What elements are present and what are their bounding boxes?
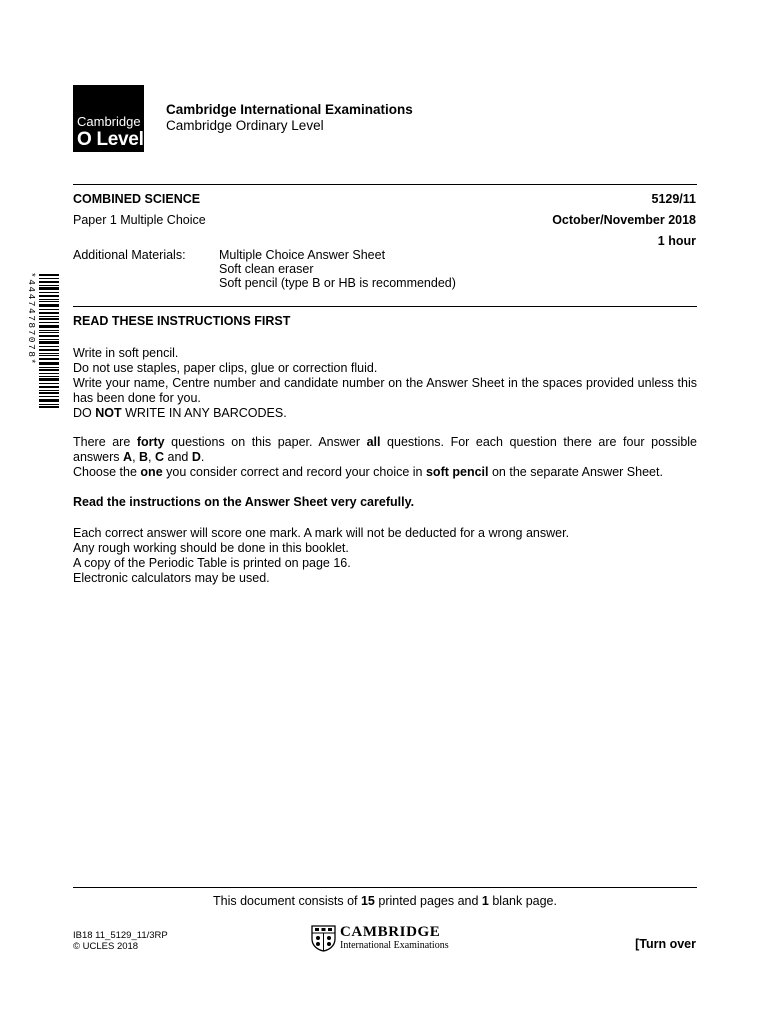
instruction-line: Do not use staples, paper clips, glue or correction fluid. xyxy=(73,361,378,375)
text-span: , xyxy=(148,450,155,464)
instruction-line: Any rough working should be done in this booklet. xyxy=(73,541,349,555)
text-span: This document consists of xyxy=(213,894,361,908)
instructions-block-2 xyxy=(73,435,697,480)
instruction-line xyxy=(73,435,697,465)
paper-title: Paper 1 Multiple Choice xyxy=(73,213,206,227)
page-count-note xyxy=(73,894,697,909)
turn-over-label: [Turn over xyxy=(635,937,696,951)
instruction-line: Each correct answer will score one mark. A mark will not be deducted for a wrong answer. xyxy=(73,526,570,540)
material-item: Soft clean eraser xyxy=(219,262,314,276)
instruction-line: Electronic calculators may be used. xyxy=(73,571,270,585)
text-span: DO xyxy=(73,406,96,420)
text-span: you consider correct and record your choice in xyxy=(162,465,426,479)
bold-span: 1 xyxy=(481,894,489,908)
bold-span: B xyxy=(139,450,149,464)
paper-code: 5129/11 xyxy=(651,192,696,206)
bold-span: NOT xyxy=(95,406,122,420)
answer-sheet-instruction: Read the instructions on the Answer Sheet very carefully. xyxy=(73,495,415,509)
text-span: , xyxy=(132,450,140,464)
bold-span: C xyxy=(155,450,165,464)
text-span: . xyxy=(200,450,205,464)
text-span: questions. For each question there are four possible answers xyxy=(73,435,697,464)
instructions-block-3 xyxy=(73,526,697,586)
materials-label: Additional Materials: xyxy=(73,248,186,262)
text-span: questions on this paper. Answer xyxy=(164,435,367,449)
instructions-block-1 xyxy=(73,346,697,421)
text-span: and xyxy=(164,450,192,464)
university-subtitle: International Examinations xyxy=(340,940,449,951)
cambridge-o-level-logo xyxy=(73,85,144,152)
instruction-line: Write your name, Centre number and candidate number on the Answer Sheet in the spaces provided unless this has been done for you. xyxy=(73,376,697,405)
instruction-line xyxy=(73,406,697,421)
exam-session: October/November 2018 xyxy=(552,213,696,227)
logo-line1: Cambridge xyxy=(77,114,141,129)
document-reference: IB18 11_5129_11/3RP xyxy=(73,930,168,941)
text-span: printed pages and xyxy=(374,894,482,908)
bold-span: forty xyxy=(136,435,165,449)
instruction-line xyxy=(73,465,697,480)
text-span: There are xyxy=(73,435,137,449)
subject-title: COMBINED SCIENCE xyxy=(73,192,201,206)
bold-span: 15 xyxy=(360,894,375,908)
instruction-line: Write in soft pencil. xyxy=(73,346,179,360)
instructions-heading: READ THESE INSTRUCTIONS FIRST xyxy=(73,314,291,328)
board-level: Cambridge Ordinary Level xyxy=(166,118,324,133)
instruction-line: A copy of the Periodic Table is printed on page 16. xyxy=(73,556,351,570)
logo-line2: O Level xyxy=(77,129,144,150)
material-item: Soft pencil (type B or HB is recommended) xyxy=(219,276,456,290)
footer-rule xyxy=(73,887,697,888)
material-item: Multiple Choice Answer Sheet xyxy=(219,248,386,262)
header-rule xyxy=(73,184,697,185)
bold-span: one xyxy=(140,465,163,479)
bold-span: A xyxy=(123,450,133,464)
exam-duration: 1 hour xyxy=(657,234,696,248)
text-span: on the separate Answer Sheet. xyxy=(488,465,663,479)
text-span: blank page. xyxy=(488,894,557,908)
university-name: CAMBRIDGE xyxy=(340,924,441,940)
barcode-number: *4447478707​8* xyxy=(26,272,37,366)
board-name: Cambridge International Examinations xyxy=(166,102,413,117)
bold-span: all xyxy=(366,435,381,449)
details-rule xyxy=(73,306,697,307)
university-crest-icon xyxy=(311,925,336,952)
text-span: WRITE IN ANY BARCODES. xyxy=(121,406,287,420)
materials-list xyxy=(219,248,456,290)
text-span: Choose the xyxy=(73,465,141,479)
bold-span: soft pencil xyxy=(425,465,489,479)
bold-span: D xyxy=(191,450,201,464)
copyright: © UCLES 2018 xyxy=(73,941,139,952)
